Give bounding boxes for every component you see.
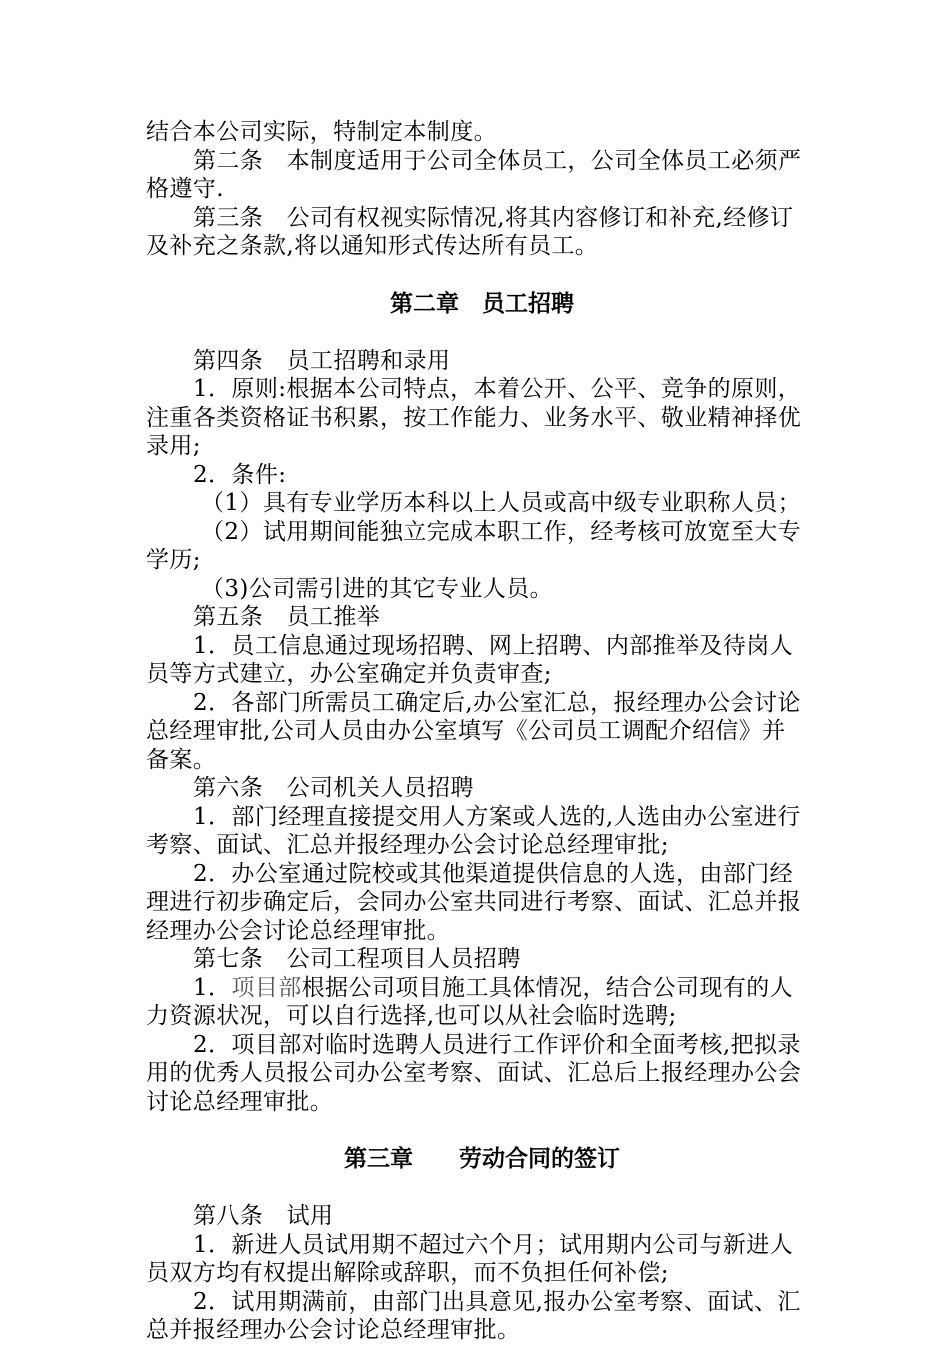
article-5-title: 第五条 员工推举	[193, 604, 381, 630]
chapter-3-heading: 第三章 劳动合同的签订	[344, 1146, 620, 1172]
article-7-line: 2．项目部对临时选聘人员进行工作评价和全面考核,把拟录	[193, 1031, 801, 1058]
article-8-title: 第八条 试用	[193, 1203, 334, 1229]
article-2-line: 格遵守.	[146, 176, 224, 202]
article-7-line: 力资源状况，可以自行选择,也可以从社会临时选聘;	[146, 1003, 677, 1029]
article-8-line: 1．新进人员试用期不超过六个月；试用期内公司与新进人	[193, 1231, 794, 1258]
article-3-line: 第三条 公司有权视实际情况,将其内容修订和补充,经修订	[193, 204, 794, 231]
article-4-line: 1．原则:根据本公司特点，本着公开、公平、竞争的原则，	[193, 376, 802, 402]
article-6-title: 第六条 公司机关人员招聘	[193, 775, 474, 801]
spacer	[146, 261, 818, 289]
article-4-condition: （2）试用期间能独立完成本职工作，经考核可放宽至大专	[201, 518, 802, 545]
spacer	[146, 1174, 818, 1202]
article-8-line: 员双方均有权提出解除或辞职，而不负担任何补偿;	[146, 1260, 669, 1286]
chapter-2-heading: 第二章 员工招聘	[390, 290, 574, 317]
article-7-line: 讨论总经理审批。	[146, 1088, 334, 1115]
article-4-line: 录用;	[146, 433, 201, 459]
article-7-line	[146, 974, 818, 1003]
article-3-line: 及补充之条款,将以通知形式传达所有员工。	[146, 233, 599, 259]
article-7-line: 用的优秀人员报公司办公室考察、面试、汇总后上报经理办公会	[146, 1060, 802, 1086]
article-4-line: 2．条件:	[193, 461, 287, 488]
article-5-line: 备案。	[146, 746, 217, 773]
spacer	[146, 319, 818, 347]
article-4-condition: （3)公司需引进的其它专业人员。	[201, 575, 554, 602]
article-6-line: 2．办公室通过院校或其他渠道提供信息的人选，由部门经	[193, 860, 794, 887]
article-2-line: 第二条 本制度适用于公司全体员工，公司全体员工必须严	[193, 147, 802, 174]
article-6-line: 考察、面试、汇总并报经理办公会讨论总经理审批;	[146, 832, 669, 858]
intro-line: 结合本公司实际，特制定本制度。	[146, 119, 497, 145]
article-5-line: 总经理审批,公司人员由办公室填写《公司员工调配介绍信》并	[146, 718, 786, 744]
article-4-condition: （1）具有专业学历本科以上人员或高中级专业职称人员；	[201, 490, 802, 516]
article-4-title: 第四条 员工招聘和录用	[193, 347, 451, 374]
article-7-title: 第七条 公司工程项目人员招聘	[193, 946, 521, 972]
article-6-line: 1．部门经理直接提交用人方案或人选的,人选由办公室进行	[193, 803, 801, 830]
article-4-line: 注重各类资格证书积累，按工作能力、业务水平、敬业精神择优	[146, 404, 802, 431]
spacer	[146, 1116, 818, 1144]
article-6-line: 经理办公会讨论总经理审批。	[146, 917, 451, 944]
article-8-line: 2．试用期满前，由部门出具意见,报办公室考察、面试、汇	[193, 1288, 801, 1315]
article-5-line: 2．各部门所需员工确定后,办公室汇总，报经理办公会讨论	[193, 689, 801, 716]
article-5-line: 1．员工信息通过现场招聘、网上招聘、内部推举及待岗人	[193, 632, 794, 659]
article-4-condition: 学历;	[146, 547, 201, 573]
article-8-line: 总并报经理办公会讨论总经理审批。	[146, 1317, 521, 1343]
article-5-line: 员等方式建立，办公室确定并负责审查;	[146, 661, 552, 687]
article-6-line: 理进行初步确定后，会同办公室共同进行考察、面试、汇总并报	[146, 889, 802, 915]
article-7-highlight: 项目部	[231, 974, 302, 1001]
document-page	[146, 118, 818, 1345]
article-7-rest: 根据公司项目施工具体情况，结合公司现有的人	[301, 974, 794, 1001]
article-7-prefix: 1．	[193, 974, 232, 1001]
